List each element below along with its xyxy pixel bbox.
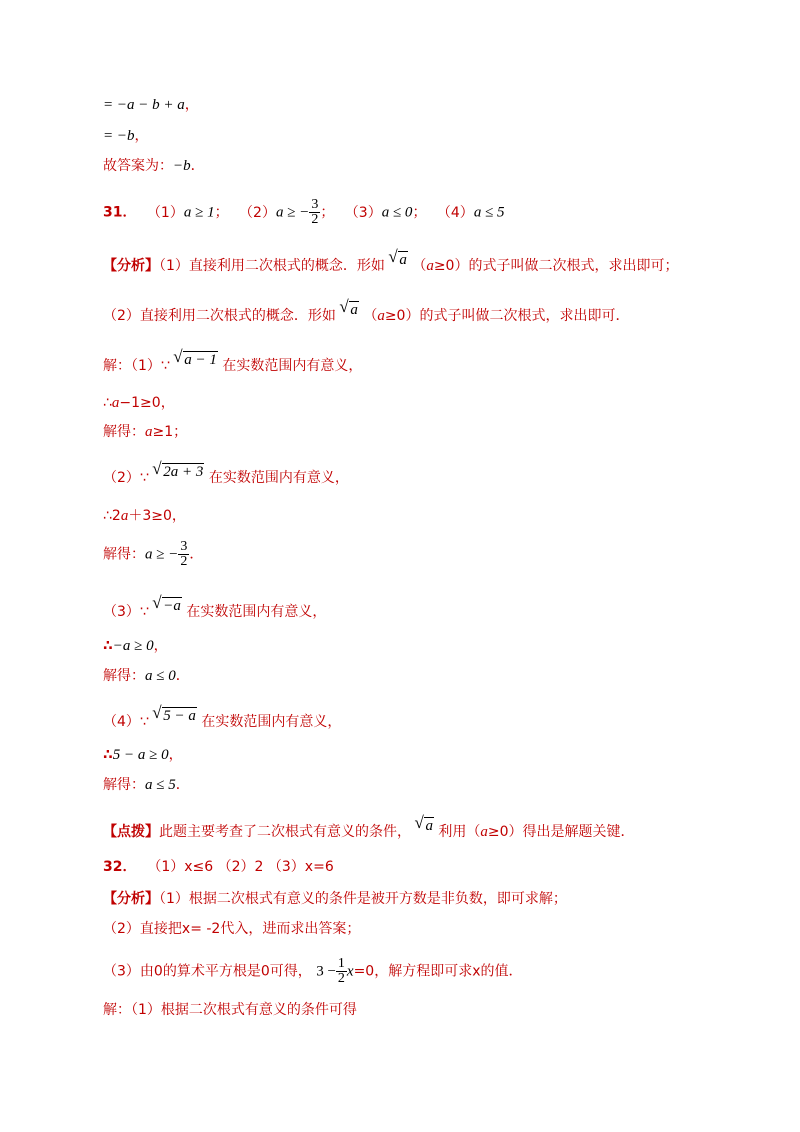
solution-2c: 解得：a ≥ − $\frac{3}{2}$ ．: [103, 539, 204, 569]
sqrt-expr: √ a: [415, 816, 434, 836]
question-number: 32．: [103, 859, 137, 875]
sqrt-expr: √ 5 − a: [153, 706, 197, 726]
solution-3c: 解得：a ≤ 0．: [103, 668, 190, 684]
sqrt-expr: √ 2a + 3: [153, 462, 204, 482]
sqrt-expr: √ a: [389, 250, 408, 270]
analysis-2: （2）直接利用二次根式的概念．形如 √ a （a≥0）的式子叫做二次根式，求出即可．: [103, 300, 629, 326]
math-expr: = −a − b + a: [103, 97, 185, 113]
remark: 【点拨】此题主要考查了二次根式有意义的条件， √ a 利用（a≥0）得出是解题关键．: [103, 816, 635, 842]
solution-32: 解：（1）根据二次根式有意义的条件可得: [103, 1002, 357, 1018]
analysis-1: 【分析】（1）直接利用二次根式的概念．形如 √ a （a≥0）的式子叫做二次根式，求出即可；: [103, 250, 678, 276]
fraction: $\frac{3}{2}$: [180, 539, 188, 569]
sqrt-expr: √ −a: [153, 596, 182, 616]
solution-4: （4）∵ √ 5 − a 在实数范围内有意义，: [103, 706, 341, 732]
question-32-answers: 32． （1）x≤6 （2）2 （3）x=6: [103, 859, 334, 875]
solution-2: （2）∵ √ 2a + 3 在实数范围内有意义，: [103, 462, 349, 488]
solution-3: （3）∵ √ −a 在实数范围内有意义，: [103, 596, 326, 622]
solution-3b: ∴−a ≥ 0，: [103, 638, 168, 654]
analysis-tag: 【分析】: [103, 258, 159, 274]
fraction: $\frac{3}{2}$: [311, 197, 319, 227]
solution-1: 解：（1）∵ √ a − 1 在实数范围内有意义，: [103, 350, 362, 376]
math-expr: = −b: [103, 128, 135, 144]
step-line-1: = −a − b + a，: [103, 97, 199, 113]
fraction: $\frac{1}{2}$: [337, 956, 345, 986]
analysis-32-3: （3）由0的算术平方根是0可得， 3 − $\frac{1}{2}$ x=0，解方程即可求x的值．: [103, 956, 523, 986]
step-line-2: = −b，: [103, 128, 149, 144]
analysis-32-1: 【分析】（1）根据二次根式有意义的条件是被开方数是非负数，即可求解；: [103, 891, 567, 907]
question-31-answers: 31． （1）a ≥ 1； （2）a ≥ − $\frac{3}{2}$ ； （3）a ≤ 0； （4）a ≤ 5: [103, 197, 505, 227]
solution-1b: ∴a−1≥0，: [103, 395, 175, 411]
analysis-32-2: （2）直接把x= -2代入，进而求出答案；: [103, 921, 361, 937]
solution-4c: 解得：a ≤ 5．: [103, 777, 190, 793]
solution-2b: ∴2a＋3≥0，: [103, 508, 186, 524]
answer-line: 故答案为：−b．: [103, 158, 205, 174]
remark-tag: 【点拨】: [103, 824, 159, 840]
math-expr: −b: [173, 158, 191, 174]
question-number: 31．: [103, 204, 137, 221]
analysis-tag: 【分析】: [103, 891, 159, 907]
solution-4b: ∴5 − a ≥ 0，: [103, 747, 183, 763]
sqrt-expr: √ a: [340, 300, 359, 320]
solution-1c: 解得：a≥1；: [103, 424, 188, 440]
sqrt-expr: √ a − 1: [174, 350, 218, 370]
